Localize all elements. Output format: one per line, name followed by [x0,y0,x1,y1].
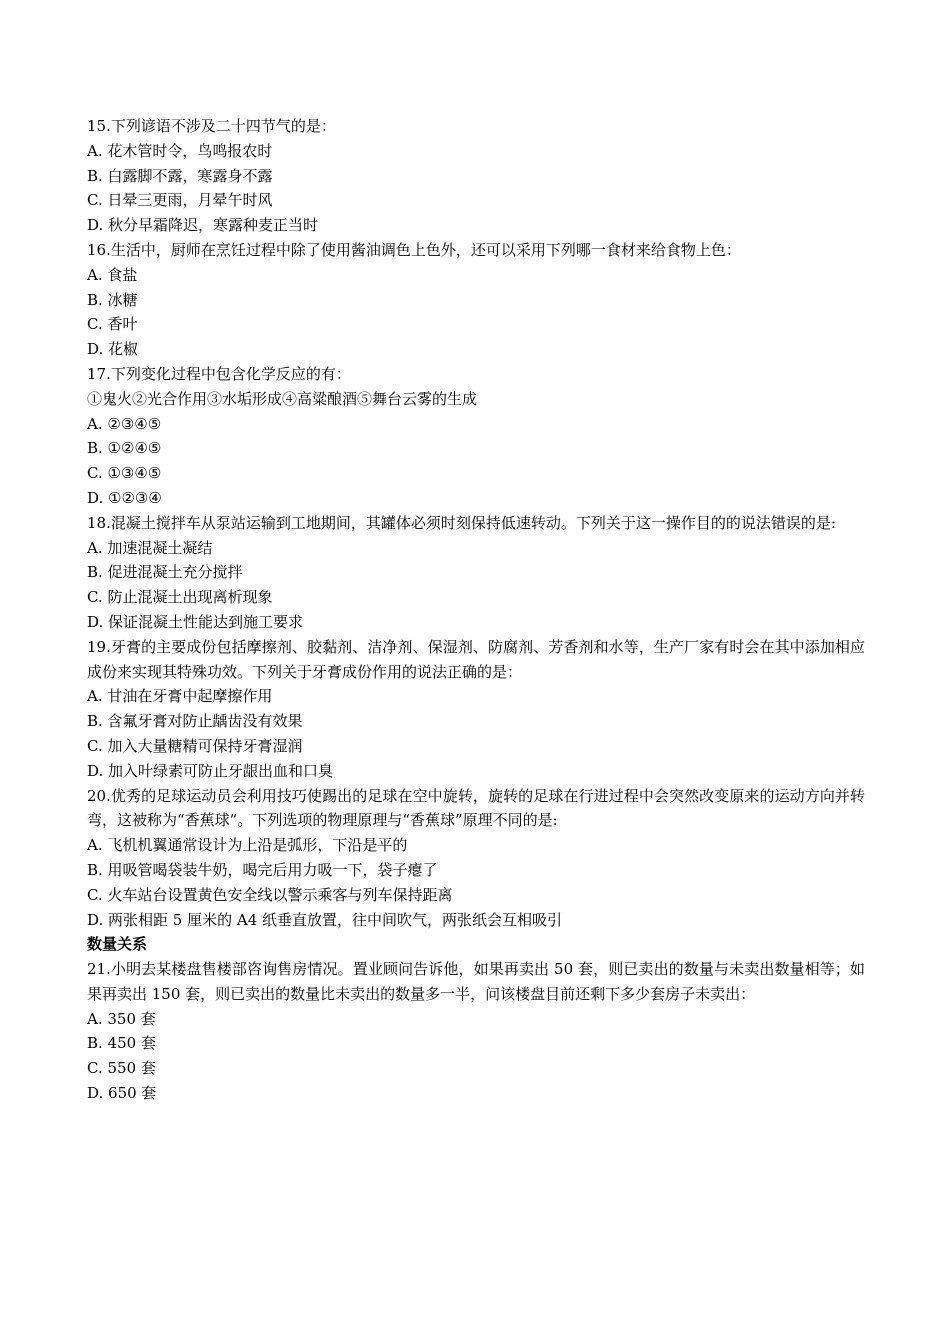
option-b: B. 含氟牙膏对防止龋齿没有效果 [87,712,303,731]
option-c: C. 加入大量糖精可保持牙膏湿润 [87,736,303,755]
question-items: ①鬼火②光合作用③水垢形成④高粱酿酒⑤舞台云雾的生成 [87,389,478,408]
question-stem: 18.混凝土搅拌车从泵站运输到工地期间，其罐体必须时刻保持低速转动。下列关于这一操作目的的说法错误的是: [87,513,836,532]
question-21 [87,957,865,1106]
option-a: A. 食盐 [87,265,138,284]
option-c: C. ①③④⑤ [87,464,162,483]
option-b: B. 用吸管喝袋装牛奶，喝完后用力吸一下，袋子瘪了 [87,860,438,879]
option-b: B. ①②④⑤ [87,439,162,458]
question-19 [87,635,865,784]
option-d: D. 秋分早霜降迟，寒露种麦正当时 [87,216,319,235]
question-stem: 19.牙膏的主要成份包括摩擦剂、胶黏剂、洁净剂、保湿剂、防腐剂、芳香剂和水等，生产厂家有时会在其中添加相应成份来实现其特殊功效。下列关于牙膏成份作用的说法正确的是： [87,637,865,681]
option-a: A. 加速混凝土凝结 [87,538,213,557]
question-stem: 16.生活中，厨师在烹饪过程中除了使用酱油调色上色外，还可以采用下列哪一食材来给食物上色： [87,240,741,259]
document-content [87,114,865,1106]
option-a: A. 花木管时令，鸟鸣报农时 [87,141,273,160]
question-15 [87,114,865,238]
option-c: C. 550 套 [87,1059,156,1078]
option-d: D. 保证混凝土性能达到施工要求 [87,612,304,631]
option-b: B. 促进混凝土充分搅拌 [87,563,243,582]
option-b: B. 冰糖 [87,290,138,309]
question-stem: 20.优秀的足球运动员会利用技巧使踢出的足球在空中旋转，旋转的足球在行进过程中会突然改变原来的运动方向并转弯，这被称为“香蕉球”。下列选项的物理原理与“香蕉球”原理不同的是: [87,786,865,830]
section-title: 数量关系 [87,935,148,954]
question-18 [87,511,865,635]
option-d: D. ①②③④ [87,488,162,507]
option-a: A. 飞机机翼通常设计为上沿是弧形，下沿是平的 [87,836,408,855]
question-stem: 17.下列变化过程中包含化学反应的有： [87,364,351,383]
option-d: D. 花椒 [87,340,139,359]
option-d: D. 两张相距 5 厘米的 A4 纸垂直放置，往中间吹气，两张纸会互相吸引 [87,910,563,929]
question-16 [87,238,865,362]
option-b: B. 450 套 [87,1034,156,1053]
option-c: C. 日晕三更雨，月晕午时风 [87,191,273,210]
option-c: C. 火车站台设置黄色安全线以警示乘客与列车保持距离 [87,885,453,904]
question-stem: 15.下列谚语不涉及二十四节气的是： [87,117,336,135]
option-a: A. 甘油在牙膏中起摩擦作用 [87,687,273,706]
option-a: A. ②③④⑤ [87,414,162,433]
option-b: B. 白露脚不露，寒露身不露 [87,166,273,185]
question-stem: 21.小明去某楼盘售楼部咨询售房情况。置业顾问告诉他，如果再卖出 50 套，则已卖出的数量与未卖出数量相等；如果再卖出 150 套，则已卖出的数量比未卖出的数量多一半，问该楼盘目前还剩下多少套房子未卖出： [87,960,865,1003]
option-c: C. 防止混凝土出现离析现象 [87,588,273,607]
option-a: A. 350 套 [87,1009,156,1028]
question-17 [87,362,865,511]
option-d: D. 650 套 [87,1084,157,1103]
option-d: D. 加入叶绿素可防止牙龈出血和口臭 [87,761,334,780]
question-20 [87,784,865,933]
option-c: C. 香叶 [87,315,138,334]
